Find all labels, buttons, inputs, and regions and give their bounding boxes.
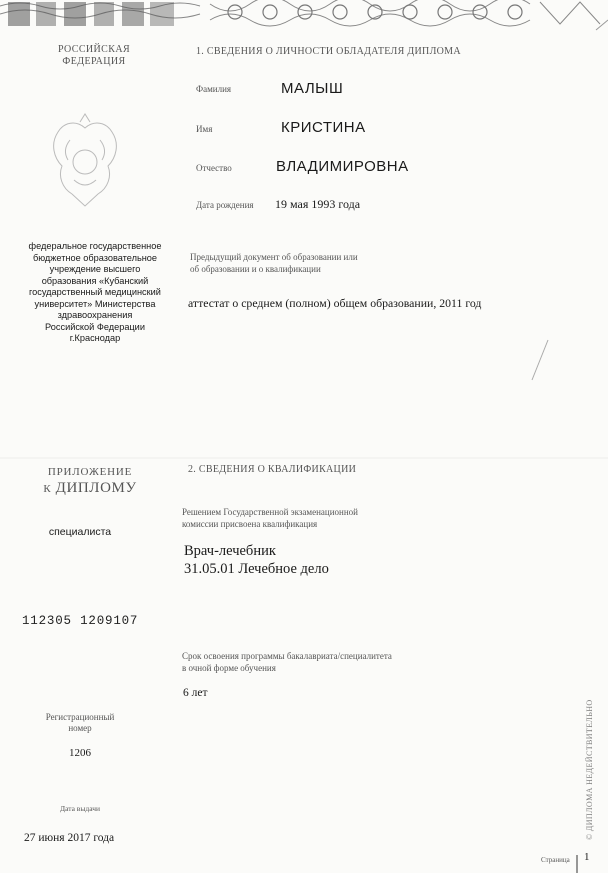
registration-label-line-1: Регистрационный — [45, 712, 115, 722]
birth-date-value: 19 мая 1993 года — [275, 197, 361, 211]
first-name-label: Имя — [196, 124, 213, 134]
appendix-prefix: К — [43, 483, 52, 495]
commission-label-line-2: комиссии присвоена квалификация — [182, 519, 318, 529]
registration-label — [30, 712, 130, 734]
education-level: специалиста — [48, 526, 112, 538]
specialty-value: 31.05.01 Лечебное дело — [184, 561, 329, 577]
institution-line: г.Краснодар — [69, 333, 121, 343]
study-term-label-line-1: Срок освоения программы бакалавриата/специалитета — [182, 651, 392, 661]
country-line-1: РОССИЙСКАЯ — [57, 44, 131, 55]
patronymic-label: Отчество — [196, 163, 232, 173]
previous-document-label-line-2: об образовании и о квалификации — [190, 264, 321, 274]
previous-document-label — [190, 251, 358, 275]
birth-date-label: Дата рождения — [196, 200, 254, 210]
qualification-block — [184, 542, 329, 578]
page-number: 1 — [584, 851, 590, 863]
side-watermark-text: © ДИПЛОМА НЕДЕЙСТВИТЕЛЬНО — [585, 699, 594, 840]
appendix-line-2 — [30, 480, 150, 497]
patronymic-value: ВЛАДИМИРОВНА — [276, 158, 409, 175]
institution-line: федеральное государственное — [28, 241, 162, 251]
appendix-line-1: ПРИЛОЖЕНИЕ — [47, 466, 133, 478]
coat-of-arms-emblem-icon — [40, 110, 130, 220]
issue-date-label: Дата выдачи — [59, 804, 101, 813]
institution-line: образования «Кубанский — [41, 275, 149, 286]
study-term-value: 6 лет — [183, 687, 208, 699]
appendix-main: ДИПЛОМУ — [55, 480, 137, 496]
commission-label — [182, 506, 358, 530]
security-banner — [0, 0, 608, 34]
country-name — [54, 44, 134, 68]
section-2-heading: 2. СВЕДЕНИЯ О КВАЛИФИКАЦИИ — [188, 464, 357, 475]
institution-line: Российской Федерации — [45, 321, 145, 332]
diploma-serial-number: 112305 1209107 — [22, 614, 139, 628]
institution-line: здравоохранения — [57, 310, 133, 320]
country-line-2: ФЕДЕРАЦИЯ — [62, 56, 126, 67]
surname-label: Фамилия — [196, 84, 232, 94]
institution-line: учреждение высшего — [49, 264, 141, 274]
institution-name — [22, 241, 168, 345]
institution-line: государственный медицинский — [29, 287, 161, 297]
appendix-title — [30, 466, 150, 497]
study-term-label-line-2: в очной форме обучения — [182, 663, 276, 673]
surname-value: МАЛЫШ — [281, 80, 344, 97]
page-label: Страница — [541, 856, 570, 864]
institution-line: бюджетное образовательное — [32, 252, 158, 263]
previous-document-value: аттестат о среднем (полном) общем образовании, 2011 год — [188, 296, 482, 310]
study-term-label — [182, 650, 392, 674]
commission-label-line-1: Решением Государственной экзаменационной — [182, 507, 358, 517]
first-name-value: КРИСТИНА — [281, 119, 366, 136]
previous-document-label-line-1: Предыдущий документ об образовании или — [190, 252, 358, 262]
registration-number: 1206 — [69, 747, 91, 759]
section-1-heading: 1. СВЕДЕНИЯ О ЛИЧНОСТИ ОБЛАДАТЕЛЯ ДИПЛОМА — [196, 46, 461, 57]
registration-label-line-2: номер — [68, 723, 92, 733]
qualification-value: Врач-лечебник — [184, 543, 276, 559]
institution-line: университет» Министерства — [34, 298, 156, 309]
issue-date: 27 июня 2017 года — [24, 832, 115, 844]
